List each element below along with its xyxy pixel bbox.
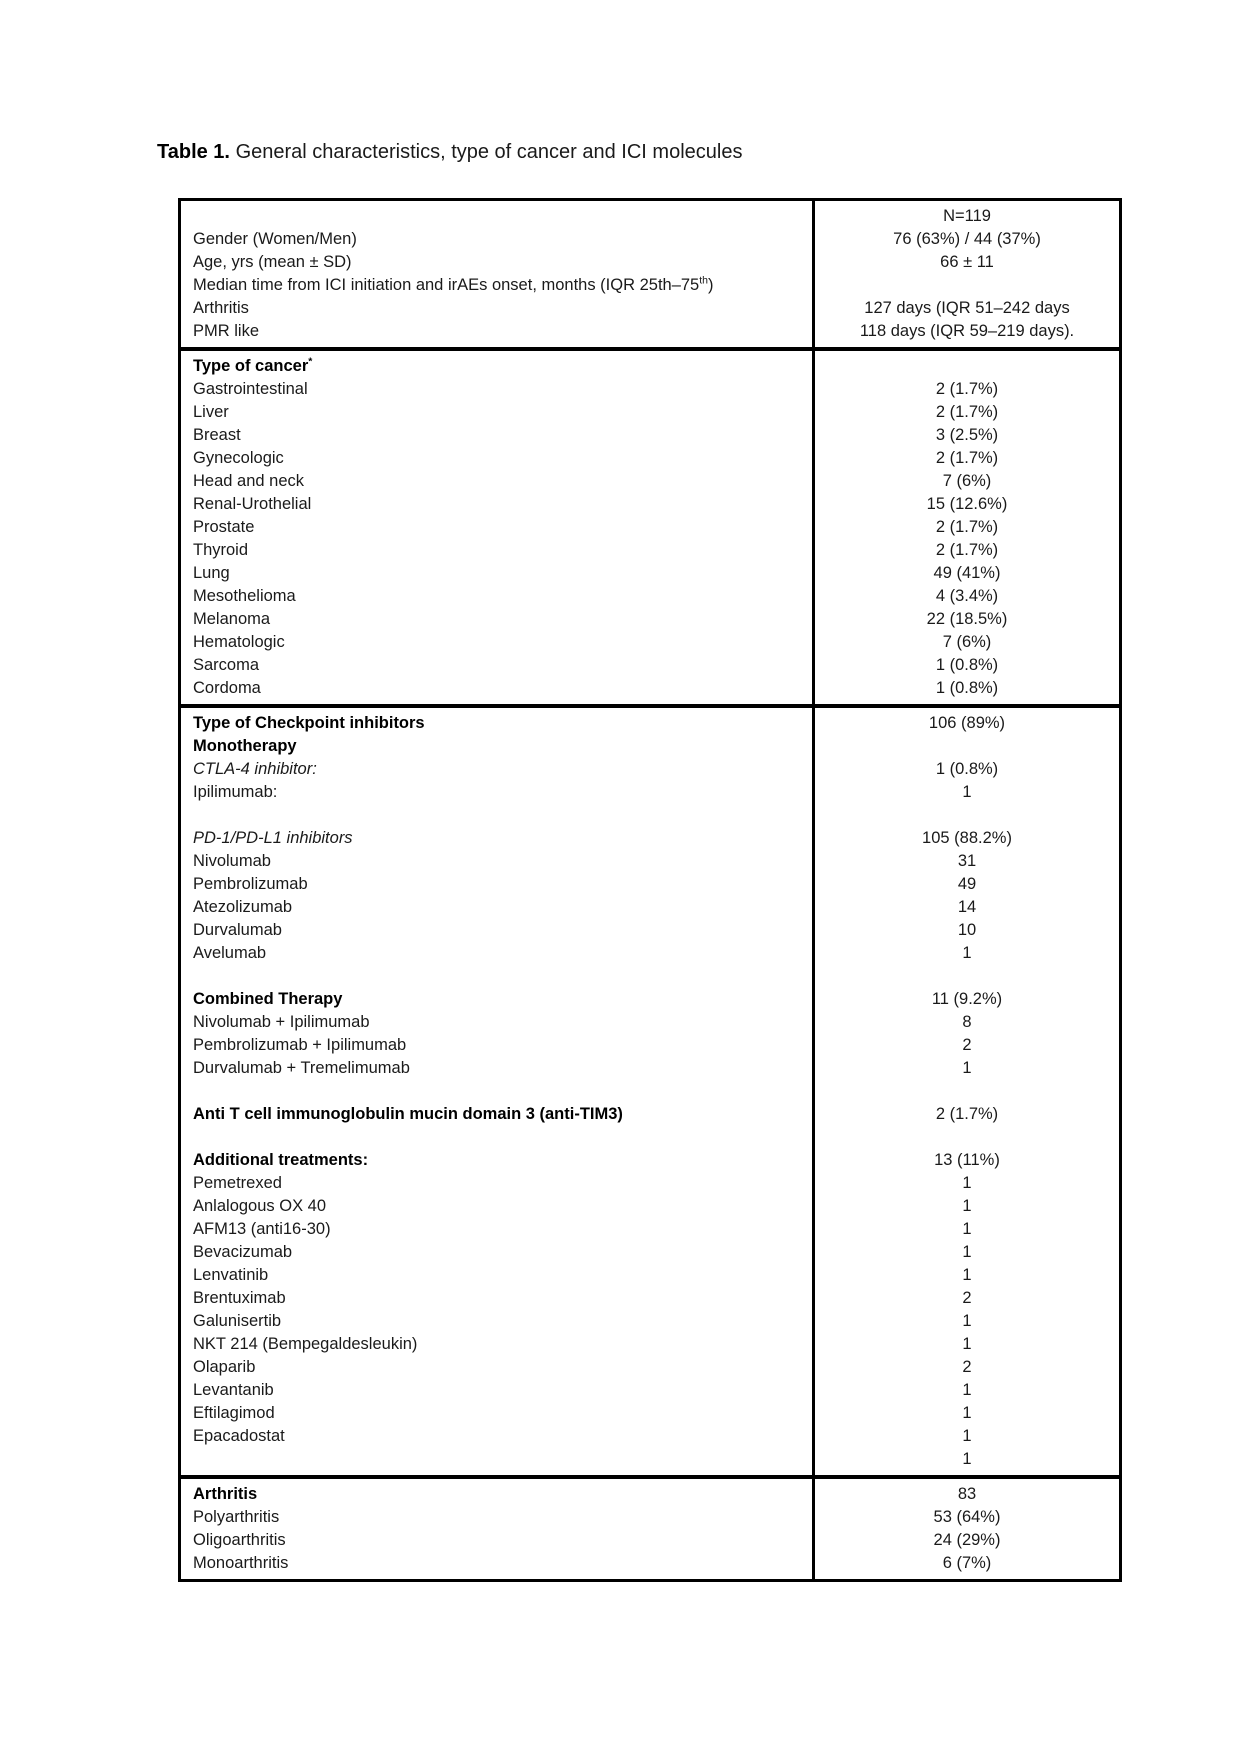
row-value: 1: [962, 1427, 972, 1445]
row-label: Pembrolizumab + Ipilimumab: [193, 1036, 407, 1054]
row-label: AFM13 (anti16-30): [193, 1220, 331, 1238]
row-label: Bevacizumab: [193, 1243, 293, 1261]
row-value: 2 (1.7%): [935, 518, 999, 536]
section-checkpoint-inhibitors: [181, 704, 1119, 1475]
row-label: Avelumab: [193, 944, 267, 962]
row-label: Gynecologic: [193, 449, 284, 467]
row-label: Gender (Women/Men): [193, 230, 357, 248]
row-label: [193, 1126, 802, 1149]
row-value: 49 (41%): [933, 564, 1001, 582]
row-label: Arthritis: [193, 1485, 258, 1503]
row-label: Brentuximab: [193, 1289, 286, 1307]
row-value: 7 (6%): [942, 472, 992, 490]
row-label: Levantanib: [193, 1381, 274, 1399]
row-label: Arthritis: [193, 299, 249, 317]
row-value: 2 (1.7%): [935, 449, 999, 467]
row-label: Combined Therapy: [193, 990, 343, 1008]
row-label: Type of Checkpoint inhibitors: [193, 714, 425, 732]
superscript: *: [308, 355, 313, 368]
row-value: 22 (18.5%): [926, 610, 1008, 628]
demographics-label-column: [181, 201, 815, 347]
row-label: [193, 1080, 802, 1103]
row-label: Gastrointestinal: [193, 380, 308, 398]
row-label: Breast: [193, 426, 241, 444]
arthritis-label-column: [181, 1479, 815, 1579]
row-label: Monoarthritis: [193, 1554, 289, 1572]
row-value: 1 (0.8%): [935, 656, 999, 674]
row-value: 2: [962, 1036, 972, 1054]
row-label: Lenvatinib: [193, 1266, 269, 1284]
row-label: Anlalogous OX 40: [193, 1197, 327, 1215]
row-value: 2: [962, 1358, 972, 1376]
row-value: 1 (0.8%): [935, 679, 999, 697]
row-value: 15 (12.6%): [926, 495, 1008, 513]
checkpoint-inhibitors-value-column: [815, 708, 1119, 1475]
row-value: [815, 804, 1119, 827]
section-cancer-type: [181, 347, 1119, 704]
row-value: 4 (3.4%): [935, 587, 999, 605]
row-label: Age, yrs (mean ± SD): [193, 253, 352, 271]
arthritis-value-column: [815, 1479, 1119, 1579]
row-label: Head and neck: [193, 472, 304, 490]
characteristics-table: [178, 198, 1122, 1582]
row-value: 1: [962, 1174, 972, 1192]
row-value: 105 (88.2%): [922, 829, 1012, 847]
row-value: 10: [957, 921, 977, 939]
row-label: Lung: [193, 564, 230, 582]
row-label: Atezolizumab: [193, 898, 293, 916]
row-label: Hematologic: [193, 633, 285, 651]
row-label: Renal-Urothelial: [193, 495, 312, 513]
row-value: 2 (1.7%): [935, 403, 999, 421]
row-label: Type of cancer*: [193, 355, 313, 375]
row-label: Additional treatments:: [193, 1151, 369, 1169]
row-label: Durvalumab: [193, 921, 282, 939]
row-label: Olaparib: [193, 1358, 256, 1376]
row-value: 7 (6%): [942, 633, 992, 651]
row-label: Galunisertib: [193, 1312, 282, 1330]
row-label: Pembrolizumab: [193, 875, 308, 893]
row-label: Mesothelioma: [193, 587, 296, 605]
row-value: 31: [957, 852, 977, 870]
row-label: Sarcoma: [193, 656, 260, 674]
row-value: 2 (1.7%): [935, 541, 999, 559]
section-demographics: [181, 201, 1119, 347]
table-title-label: Table 1.: [157, 141, 230, 163]
table-title-text: General characteristics, type of cancer and ICI molecules: [235, 141, 743, 163]
row-value: 1: [962, 944, 972, 962]
row-label: Anti T cell immunoglobulin mucin domain 3 (anti-TIM3): [193, 1105, 623, 1123]
row-value: 49: [957, 875, 977, 893]
row-label: Cordoma: [193, 679, 261, 697]
row-label: Liver: [193, 403, 229, 421]
demographics-value-column: [815, 201, 1119, 347]
row-label: Oligoarthritis: [193, 1531, 286, 1549]
superscript: th: [699, 274, 708, 287]
row-label: Eftilagimod: [193, 1404, 275, 1422]
row-label: Prostate: [193, 518, 255, 536]
row-value: 1: [962, 1404, 972, 1422]
row-value: 1: [962, 1197, 972, 1215]
row-value: 1: [962, 1266, 972, 1284]
row-value: 13 (11%): [934, 1151, 1000, 1169]
row-value: 24 (29%): [933, 1531, 1001, 1549]
row-label: [193, 205, 802, 228]
checkpoint-inhibitors-label-column: [181, 708, 815, 1475]
row-label: Pemetrexed: [193, 1174, 282, 1192]
row-label: Durvalumab + Tremelimumab: [193, 1059, 410, 1077]
row-value: 127 days (IQR 51–242 days: [864, 299, 1070, 317]
row-label: Nivolumab: [193, 852, 271, 870]
table-title: [157, 138, 742, 166]
row-label: [193, 965, 802, 988]
row-value: 76 (63%) / 44 (37%): [893, 230, 1041, 248]
row-value: 1: [962, 1220, 972, 1238]
row-value: 1: [962, 1335, 972, 1353]
row-value: 1: [962, 1450, 972, 1468]
row-value: 8: [962, 1013, 972, 1031]
row-value: 11 (9.2%): [931, 990, 1003, 1008]
row-value: 118 days (IQR 59–219 days).: [859, 322, 1075, 340]
row-value: 14: [957, 898, 977, 916]
row-value: N=119: [943, 207, 991, 225]
row-label: Polyarthritis: [193, 1508, 280, 1526]
row-value: 83: [957, 1485, 977, 1503]
row-value: 3 (2.5%): [935, 426, 999, 444]
row-value: [815, 274, 1119, 297]
cancer-type-label-column: [181, 351, 815, 704]
row-value: 6 (7%): [942, 1554, 992, 1572]
cancer-type-value-column: [815, 351, 1119, 704]
row-value: 2: [962, 1289, 972, 1307]
row-value: 1 (0.8%): [935, 760, 999, 778]
row-label: Melanoma: [193, 610, 271, 628]
row-value: 2 (1.7%): [935, 380, 999, 398]
row-label: Thyroid: [193, 541, 249, 559]
row-label: Monotherapy: [193, 737, 297, 755]
row-value: [815, 965, 1119, 988]
row-value: 106 (89%): [928, 714, 1006, 732]
row-value: 1: [962, 1243, 972, 1261]
row-label: PMR like: [193, 322, 260, 340]
row-value: [815, 735, 1119, 758]
row-value: 66 ± 11: [940, 253, 994, 271]
row-value: [815, 1080, 1119, 1103]
row-label: [193, 804, 802, 827]
row-label: Epacadostat: [193, 1427, 285, 1445]
row-value: 1: [962, 783, 972, 801]
row-value: [815, 355, 1119, 378]
section-arthritis: [181, 1475, 1119, 1579]
row-label: NKT 214 (Bempegaldesleukin): [193, 1335, 418, 1353]
row-value: 1: [962, 1381, 972, 1399]
row-value: 1: [962, 1312, 972, 1330]
row-label: PD-1/PD-L1 inhibitors: [193, 829, 353, 847]
row-value: 1: [962, 1059, 972, 1077]
row-value: 2 (1.7%): [935, 1105, 999, 1123]
row-value: 53 (64%): [933, 1508, 1001, 1526]
row-label: Nivolumab + Ipilimumab: [193, 1013, 370, 1031]
row-value: [815, 1126, 1119, 1149]
row-label: Ipilimumab:: [193, 783, 278, 801]
row-label: Median time from ICI initiation and irAEs onset, months (IQR 25th–75th): [193, 274, 714, 294]
row-label: CTLA-4 inhibitor:: [193, 760, 317, 778]
